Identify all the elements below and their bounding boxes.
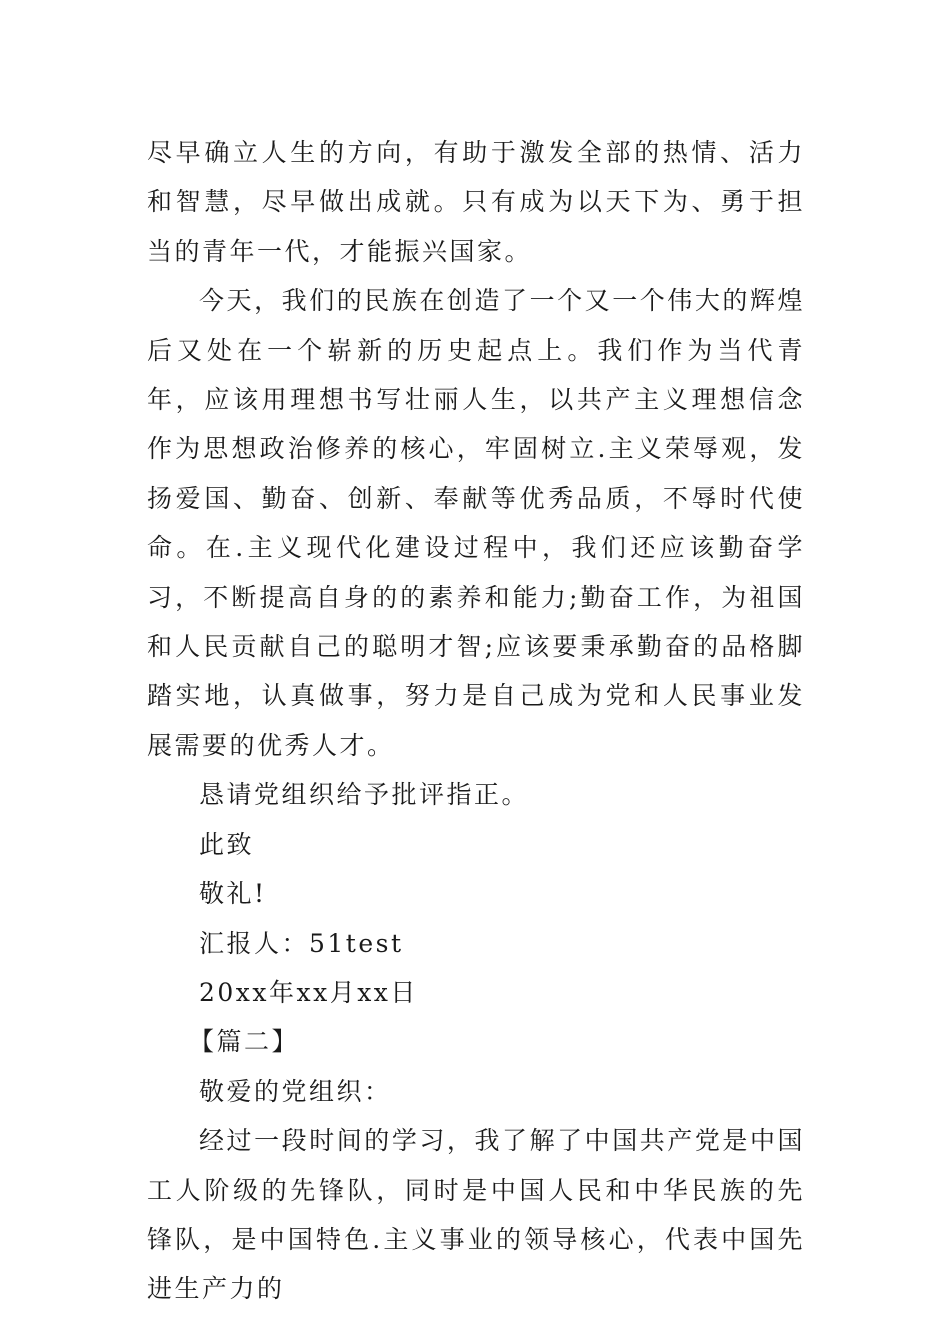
reporter-line: 汇报人：51test bbox=[199, 928, 404, 958]
paragraph-intro-continuation: 尽早确立人生的方向，有助于激发全部的热情、活力和智慧，尽早做出成就。只有成为以天下为、勇于担当的青年一代，才能振兴国家。 bbox=[147, 138, 805, 266]
salutation-line: 敬爱的党组织： bbox=[199, 1076, 392, 1106]
closing-line-2: 敬礼! bbox=[199, 879, 267, 909]
section-heading: 【篇二】 bbox=[189, 1027, 300, 1057]
closing-line-1: 此致 bbox=[199, 829, 255, 859]
document-body bbox=[147, 128, 805, 1314]
paragraph-second-report: 经过一段时间的学习，我了解了中国共产党是中国工人阶级的先锋队，同时是中国人民和中华民族的先锋队，是中国特色.主义事业的领导核心，代表中国先进生产力的 bbox=[147, 1126, 805, 1304]
paragraph-today: 今天，我们的民族在创造了一个又一个伟大的辉煌后又处在一个崭新的历史起点上。我们作为当代青年，应该用理想书写壮丽人生，以共产主义理想信念作为思想政治修养的核心，牢固树立.主义荣辱观，发扬爱国、勤奋、创新、奉献等优秀品质，不辱时代使命。在.主义现代化建设过程中，我们还应该勤奋学习，不断提高自身的的素养和能力;勤奋工作，为祖国和人民贡献自己的聪明才智;应该要秉承勤奋的品格脚踏实地，认真做事，努力是自己成为党和人民事业发展需要的优秀人才。 bbox=[147, 286, 805, 760]
request-line: 恳请党组织给予批评指正。 bbox=[199, 780, 530, 810]
date-line: 20xx年xx月xx日 bbox=[199, 977, 418, 1007]
